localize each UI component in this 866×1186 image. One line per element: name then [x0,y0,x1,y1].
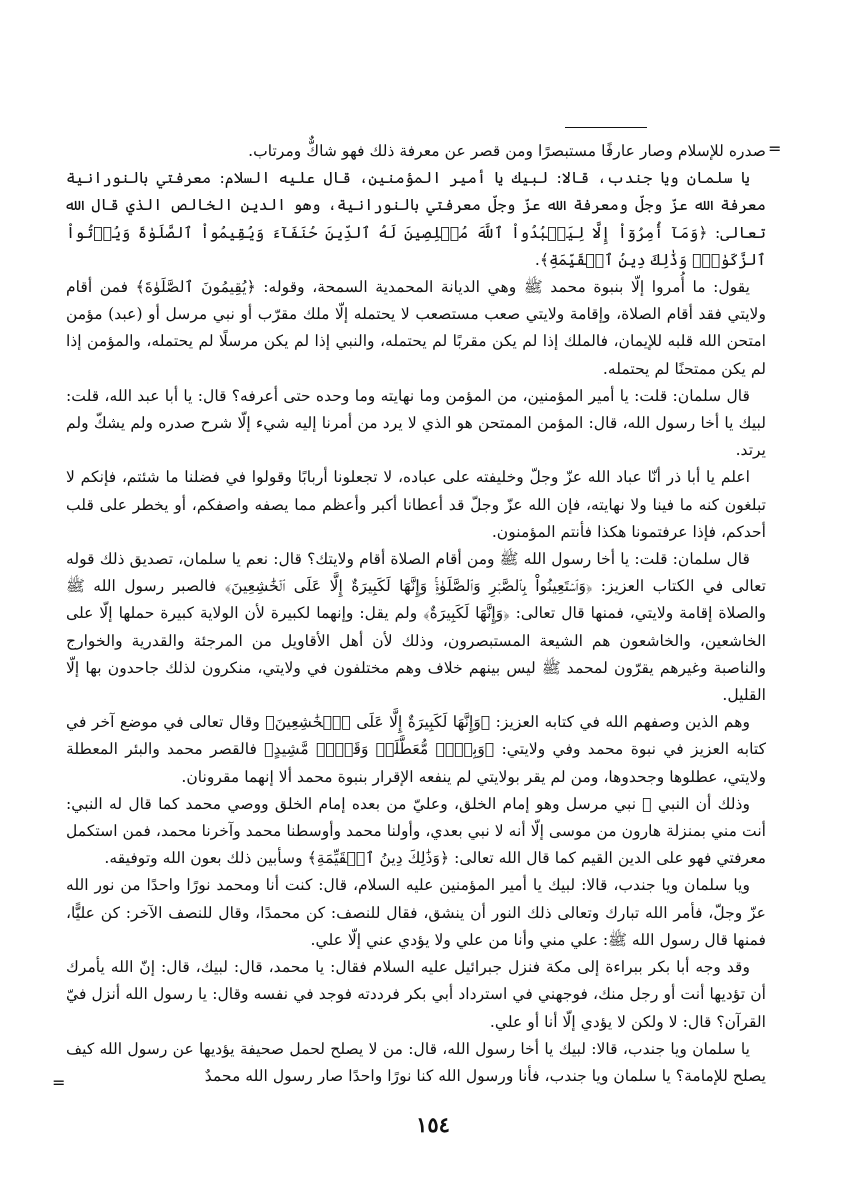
footnote-paragraph: يا سلمان ويا جندب، قالا: لبيك يا أمير المؤمنين، قال عليه السلام: معرفتي بالنورانية معرفة الله عزّ وجلّ ومعرفة الله عزّ وجلّ معرفتي بالنورانية، وهو الدين الخالص الذي قال الله تعالى: ﴿وَمَآ أُمِرُوٓاْ إِلَّا لِيَعۡبُدُواْ ٱللَّهَ مُخۡلِصِينَ لَهُ ٱلدِّينَ حُنَفَآءَ وَيُقِيمُواْ ٱلصَّلَوٰةَ وَيُؤۡتُواْ ٱلزَّكَوٰةَۚ وَذَٰلِكَ دِينُ ٱلۡقَيِّمَةِ﴾. [66,169,766,269]
page-number: ١٥٤ [416,1112,450,1137]
footnote-continuation-mark: = [768,139,782,158]
footnote-end-mark: = [52,1073,66,1092]
footnote-paragraph: صدره للإسلام وصار عارفًا مستبصرًا ومن قصر عن معرفة ذلك فهو شاكٌّ ومرتاب. [248,142,766,160]
footnote-text-block [66,138,766,1090]
footnote-paragraph: يقول: ما أُمروا إلّا بنبوة محمد ﷺ وهي الديانة المحمدية السمحة، وقوله: ﴿يُقِيمُونَ ٱلصَّلَوٰةَ﴾ فمن أقام ولايتي فقد أقام الصلاة، وإقامة ولايتي صعب مستصعب لا يحتمله إلّا ملك مقرّب أو نبي مرسل أو (عبد) مؤمن امتحن الله قلبه للإيمان، فالملك إذا لم يكن مقربًا لم يحتمله، والنبي إذا لم يكن مرسلًا لم يحتمله، والمؤمن إذا لم يكن ممتحنًا لم يحتمله. [66,278,766,378]
footnote-separator-rule [565,127,647,128]
footnote-paragraph: وقد وجه أبا بكر ببراءة إلى مكة فنزل جبرائيل عليه السلام فقال: يا محمد، قال: لبيك، قال: إنّ الله يأمرك أن تؤديها أنت أو رجل منك، فوجهني في استرداد أبي بكر فرددته فوجد في نفسه وقال: يا رسول الله أنزل فيّ القرآن؟ قال: لا ولكن لا يؤدي إلّا أنا أو علي. [66,958,766,1031]
footnote-paragraph: ويا سلمان ويا جندب، قالا: لبيك يا أمير المؤمنين عليه السلام، قال: كنت أنا ومحمد نورًا واحدًا من نور الله عزّ وجلّ، فأمر الله تبارك وتعالى ذلك النور أن ينشق، فقال للنصف: كن محمدًا، وقال للنصف الآخر: كن عليًّا، فمنها قال رسول الله ﷺ: علي مني وأنا من علي ولا يؤدي عني إلّا علي. [66,876,766,949]
footnote-paragraph: يا سلمان ويا جندب، قالا: لبيك يا أخا رسول الله، قال: من لا يصلح لحمل صحيفة يؤديها عن رسول الله كيف يصلح للإمامة؟ يا سلمان ويا جندب، فأنا ورسول الله كنا نورًا واحدًا صار رسول الله محمدٌ [66,1039,766,1085]
footnote-paragraph: اعلم يا أبا ذر أنّا عباد الله عزّ وجلّ وخليفته على عباده، لا تجعلونا أربابًا وقولوا في فضلنا ما شئتم، فإنكم لا تبلغون كنه ما فينا ولا نهايته، فإن الله عزّ وجلّ قد أعطانا أكبر وأعظم مما يصفه واصفكم، أو يخطر على قلب أحدكم، فإذا عرفتمونا هكذا فأنتم المؤمنون. [66,468,766,541]
footnote-paragraph: قال سلمان: قلت: يا أمير المؤمنين، من المؤمن وما نهايته وما وحده حتى أعرفه؟ قال: يا أبا عبد الله، قلت: لبيك يا أخا رسول الله، قال: المؤمن الممتحن هو الذي لا يرد من أمرنا إليه شيء إلّا شرح صدره ولم يشكّ ولم يرتد. [66,386,766,460]
footnote-paragraph: وذلك أن النبي ﷺ نبي مرسل وهو إمام الخلق، وعليّ من بعده إمام الخلق ووصي محمد كما قال له النبي: أنت مني بمنزلة هارون من موسى إلّا أنه لا نبي بعدي، وأولنا محمد وأوسطنا محمد وآخرنا محمد، فمن استكمل معرفتي فهو على الدين القيم كما قال الله تعالى: ﴿وَذَٰلِكَ دِينُ ٱلۡقَيِّمَةِ﴾ وسأبين ذلك بعون الله وتوفيقه. [66,794,766,868]
footnote-paragraph: قال سلمان: قلت: يا أخا رسول الله ﷺ ومن أقام الصلاة أقام ولايتك؟ قال: نعم يا سلمان، تصديق ذلك قوله تعالى في الكتاب العزيز: ﴿وَٱسۡتَعِينُواْ بِٱلصَّبۡرِ وَٱلصَّلَوٰةِۚ وَإِنَّهَا لَكَبِيرَةٌ إِلَّا عَلَى ٱلۡخَٰشِعِينَ﴾ فالصبر رسول الله ﷺ والصلاة إقامة ولايتي، فمنها قال تعالى: ﴿وَإِنَّهَا لَكَبِيرَةٌ﴾ ولم يقل: وإنهما لكبيرة لأن الولاية كبيرة حملها إلّا على الخاشعين، والخاشعون هم الشيعة المستبصرون، وذلك لأن أهل الأقاويل من المرجئة والقدرية والخوارج والناصبة وغيرهم يقرّون لمحمد ﷺ ليس بينهم خلاف وهم مختلفون في ولايتي، منكرون لذلك جاحدون بها إلّا القليل. [66,550,766,705]
footnote-paragraph: وهم الذين وصفهم الله في كتابه العزيز: ﴿وَإِنَّهَا لَكَبِيرَةٌ إِلَّا عَلَى ٱلۡخَٰشِعِينَ﴾ وقال تعالى في موضع آخر في كتابه العزيز في نبوة محمد وفي ولايتي: ﴿وَبِئۡرٖ مُّعَطَّلَةٖ وَقَصۡرٖ مَّشِيدٍ﴾ فالقصر محمد والبئر المعطلة ولايتي، عطلوها وجحدوها، ومن لم يقر بولايتي لم ينفعه الإقرار بنبوة محمد ألا إنهما مقرونان. [66,713,766,786]
